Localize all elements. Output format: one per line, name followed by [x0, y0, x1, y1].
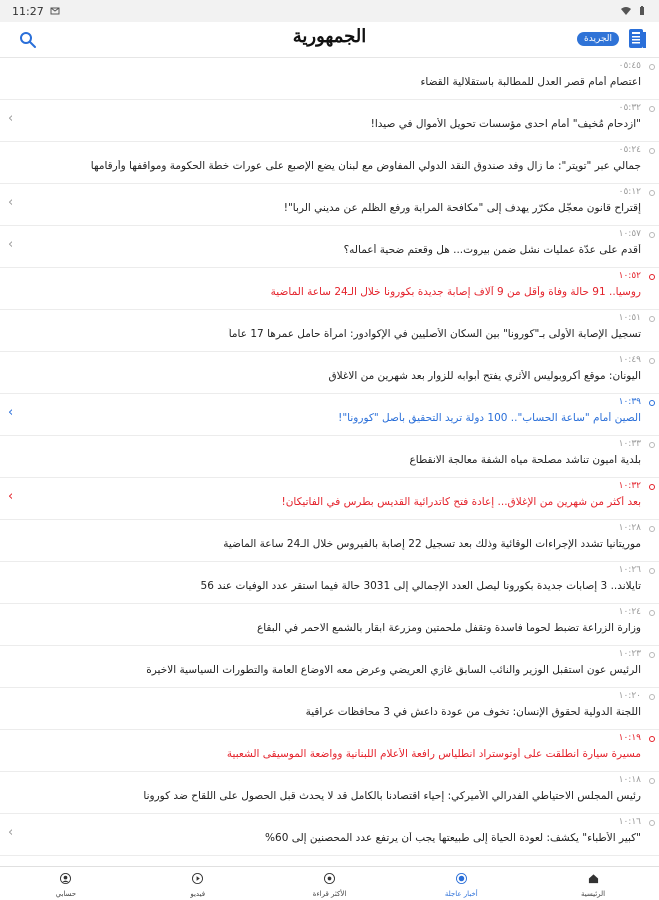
news-headline: اعتصام أمام قصر العدل للمطالبة باستقلالية القضاء [420, 76, 641, 88]
news-headline: بلدية اميون تناشد مصلحة مياه الشفة معالجة الانقطاع [409, 454, 641, 466]
news-time: ١٠:٣٩ [618, 397, 641, 407]
chevron-left-icon[interactable]: ‹ [8, 111, 14, 126]
timeline-dot-icon [649, 484, 655, 490]
chevron-left-icon[interactable]: ‹ [8, 237, 14, 252]
timeline-dot-icon [649, 652, 655, 658]
news-time: ١٠:٢٠ [618, 691, 641, 701]
status-time: 11:27 [12, 4, 44, 18]
timeline-dot-icon [649, 190, 655, 196]
news-item[interactable] [0, 436, 659, 478]
status-bar [0, 0, 659, 22]
news-time: ٠٥:٢٤ [618, 145, 641, 155]
chevron-left-icon[interactable]: ‹ [8, 825, 14, 840]
nav-item-label: الرئيسية [581, 890, 606, 898]
breaking-news-list[interactable] [0, 58, 659, 866]
news-item[interactable] [0, 58, 659, 100]
news-time: ١٠:٥٧ [618, 229, 641, 239]
nav-item[interactable] [132, 867, 264, 900]
news-headline: موريتانيا تشدد الإجراءات الوقائية وذلك بعد تسجيل 22 إصابة بالفيروس خلال الـ24 ساعة الماضية [223, 538, 641, 550]
news-item[interactable] [0, 142, 659, 184]
nav-item[interactable] [527, 867, 659, 900]
news-headline: إقتراح قانون معجّل مكرّر يهدف إلى "مكافحة المرابة ورفع الظلم عن مديني الربا"! [283, 202, 641, 214]
news-time: ١٠:٤٩ [618, 355, 641, 365]
news-time: ١٠:٣٢ [618, 481, 641, 491]
news-time: ٠٥:٤٥ [618, 61, 641, 71]
news-time: ١٠:٢٤ [618, 607, 641, 617]
timeline-dot-icon [649, 526, 655, 532]
news-time: ١٠:١٦ [618, 817, 641, 827]
news-item[interactable] [0, 352, 659, 394]
news-headline: مسيرة سيارة انطلقت على أوتوستراد انطلياس رافعة الأعلام اللبنانية وواضعة الموسيقى الشعبية [226, 748, 641, 760]
chevron-left-icon[interactable]: ‹ [8, 405, 14, 420]
nav-item-label: أخبار عاجلة [444, 890, 478, 898]
news-time: ٠٥:٣٢ [618, 103, 641, 113]
nav-item[interactable] [395, 867, 527, 900]
news-item[interactable] [0, 814, 659, 856]
news-time: ١٠:٢٨ [618, 523, 641, 533]
nav-item-label: فيديو [190, 890, 206, 898]
news-headline: اليونان: موقع أكروبوليس الأثري يفتح أبوابه للزوار بعد شهرين من الاغلاق [328, 370, 641, 382]
news-time: ١٠:٥١ [618, 313, 641, 323]
timeline-dot-icon [649, 148, 655, 154]
app-header [0, 22, 659, 58]
news-headline: رئيس المجلس الاحتياطي الفدرالي الأميركي: إحياء اقتصادنا بالكامل قد لا يحدث قبل الحصول على اللقاح ضد كورونا [143, 790, 641, 802]
news-headline: تسجيل الإصابة الأولى بـ"كورونا" بين السكان الأصليين في الإكوادور: امرأة حامل عمرها 17 عاماً [228, 328, 641, 340]
news-item[interactable] [0, 688, 659, 730]
mail-icon [50, 6, 60, 16]
news-time: ١٠:١٨ [618, 775, 641, 785]
news-item[interactable] [0, 604, 659, 646]
app-logo: الجمهورية [292, 26, 367, 47]
news-headline: بعد أكثر من شهرين من الإغلاق... إعادة فتح كاتدرائية القديس بطرس في الفاتيكان! [281, 496, 641, 508]
home-icon [588, 869, 599, 888]
news-item[interactable] [0, 310, 659, 352]
user-icon [60, 869, 71, 888]
nav-item-label: حسابي [55, 890, 77, 898]
timeline-dot-icon [649, 106, 655, 112]
timeline-dot-icon [649, 358, 655, 364]
nav-item-label: الأكثر قراءة [312, 890, 347, 898]
timeline-dot-icon [649, 316, 655, 322]
news-time: ١٠:٥٢ [618, 271, 641, 281]
chevron-left-icon[interactable]: ‹ [8, 195, 14, 210]
news-headline: جمالي عبر "تويتر": ما زال وفد صندوق النقد الدولي المفاوض مع لبنان يضع الإصبع على عورات خطة الحكومة ومواقفها وأرقامها [90, 160, 641, 172]
wifi-icon [621, 6, 631, 16]
news-headline: "كبير الأطباء" يكشف: لعودة الحياة إلى طبيعتها يجب أن يرتفع عدد المحصنين إلى 60% [265, 832, 641, 844]
news-time: ١٠:٣٣ [618, 439, 641, 449]
news-headline: "ازدحام مُخيف" أمام احدى مؤسسات تحويل الأموال في صيدا! [370, 118, 641, 130]
news-headline: الرئيس عون استقبل الوزير والنائب السابق غازي العريضي وعرض معه الاوضاع العامة والتطورات السياسية الاخيرة [146, 664, 641, 676]
news-item[interactable] [0, 646, 659, 688]
news-headline: الصين أمام "ساعة الحساب".. 100 دولة تريد التحقيق بأصل "كورونا"! [338, 412, 641, 424]
newspaper-icon[interactable] [627, 28, 647, 50]
timeline-dot-icon [649, 610, 655, 616]
timeline-dot-icon [649, 820, 655, 826]
nav-item[interactable] [264, 867, 396, 900]
battery-icon [637, 6, 647, 16]
timeline-dot-icon [649, 568, 655, 574]
timeline-dot-icon [649, 274, 655, 280]
nav-item[interactable] [0, 867, 132, 900]
news-item[interactable] [0, 772, 659, 814]
play-icon [192, 869, 203, 888]
news-item[interactable] [0, 520, 659, 562]
news-item[interactable] [0, 394, 659, 436]
timeline-dot-icon [649, 400, 655, 406]
news-headline: اللجنة الدولية لحقوق الإنسان: تخوف من عودة داعش في 3 محافظات عراقية [305, 706, 641, 718]
news-time: ١٠:٢٦ [618, 565, 641, 575]
news-item[interactable] [0, 268, 659, 310]
timeline-dot-icon [649, 64, 655, 70]
news-headline: روسيا.. 91 حالة وفاة وأقل من 9 آلاف إصابة جديدة بكورونا خلال الـ24 ساعة الماضية [270, 286, 641, 298]
timeline-dot-icon [649, 736, 655, 742]
news-item[interactable] [0, 730, 659, 772]
news-item[interactable] [0, 226, 659, 268]
chevron-left-icon[interactable]: ‹ [8, 489, 14, 504]
breaking-news-icon [456, 869, 467, 888]
bottom-navigation [0, 866, 659, 900]
search-icon[interactable] [18, 30, 38, 50]
newspaper-button[interactable]: الجريدة [577, 32, 619, 46]
news-item[interactable] [0, 184, 659, 226]
timeline-dot-icon [649, 778, 655, 784]
timeline-dot-icon [649, 442, 655, 448]
news-time: ٠٥:١٢ [618, 187, 641, 197]
news-headline: تايلاند.. 3 إصابات جديدة بكورونا ليصل العدد الإجمالي إلى 3031 حالة فيما استقر عدد الوفيات عند 56 [200, 580, 641, 592]
news-headline: أقدم على عدّة عمليات نشل ضمن بيروت... هل وقعتم ضحية أعماله؟ [343, 244, 641, 256]
news-headline: وزارة الزراعة تضبط لحوماً فاسدة وتقفل ملحمتين ومزرعة ابقار بالشمع الاحمر في البقاع [256, 622, 641, 634]
news-time: ١٠:٢٣ [618, 649, 641, 659]
trending-icon [324, 869, 335, 888]
news-item[interactable] [0, 478, 659, 520]
timeline-dot-icon [649, 232, 655, 238]
news-item[interactable] [0, 100, 659, 142]
news-item[interactable] [0, 562, 659, 604]
timeline-dot-icon [649, 694, 655, 700]
news-time: ١٠:١٩ [618, 733, 641, 743]
